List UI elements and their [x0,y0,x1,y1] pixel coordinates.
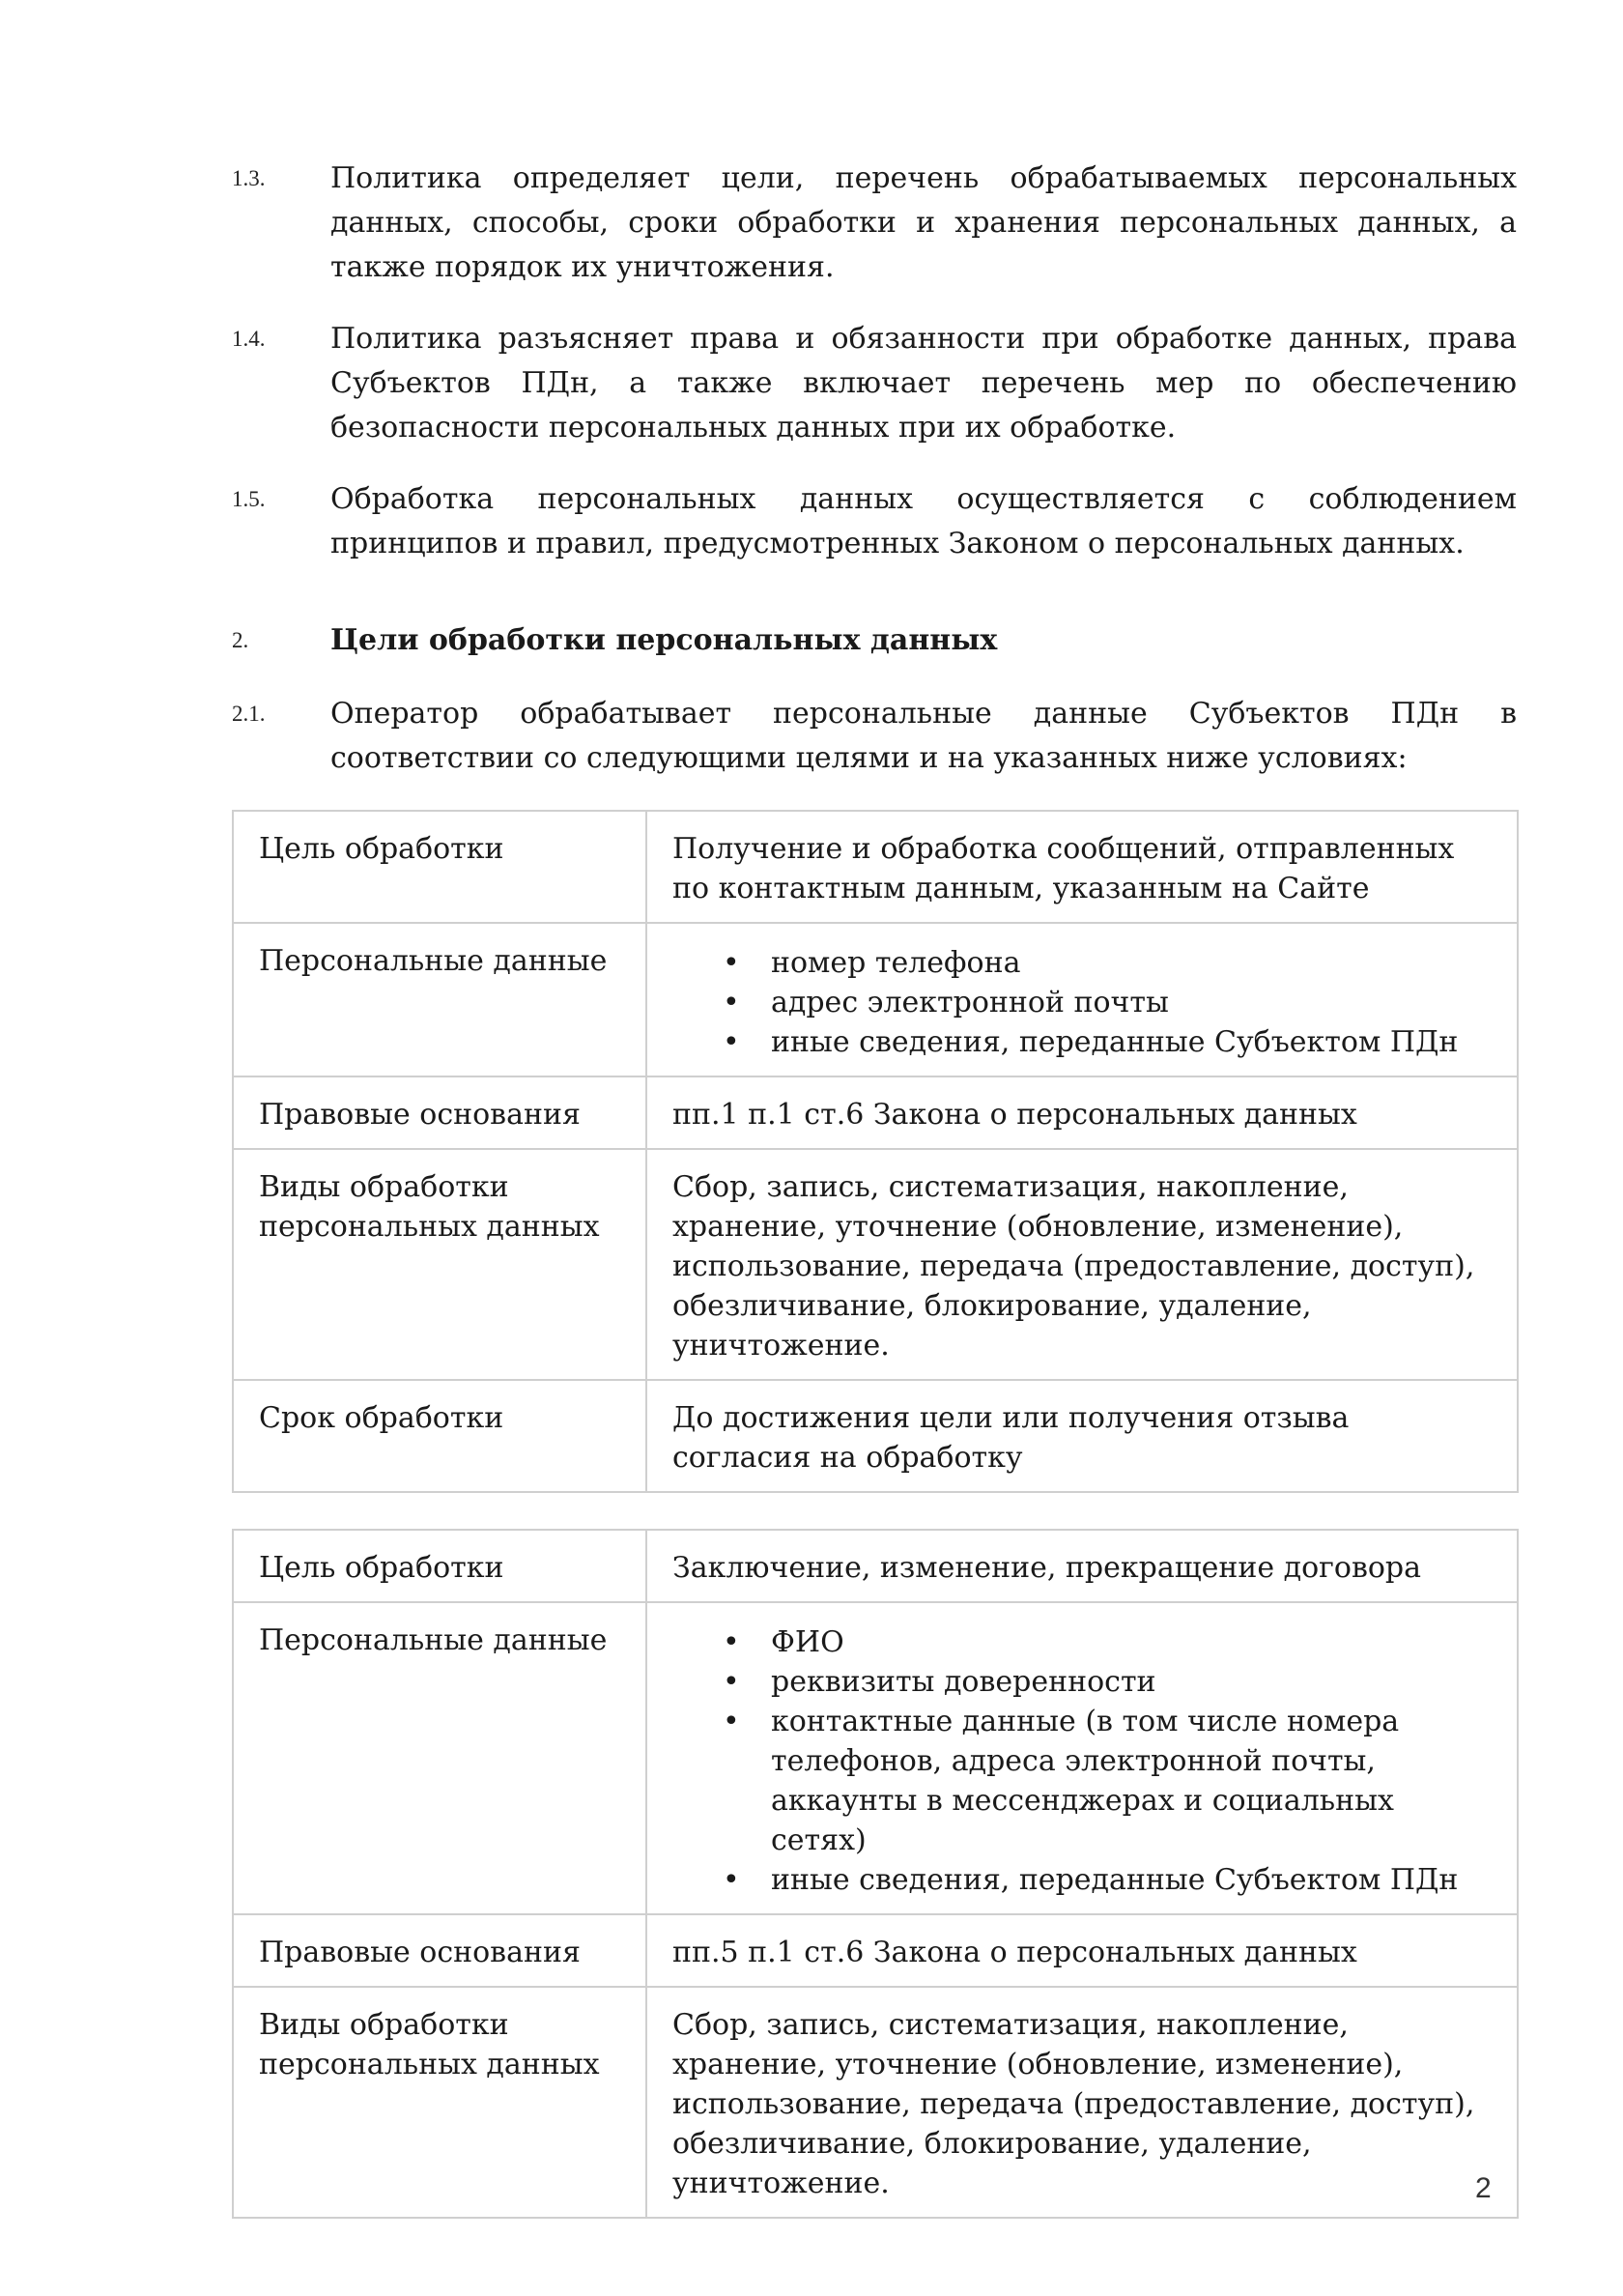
table-label-cell: Виды обработки персональных данных [233,1149,646,1380]
bullet-icon: • [723,1625,740,1659]
table-value-cell: Получение и обработка сообщений, отправленных по контактным данным, указанным на Сайте [646,811,1518,923]
list-item: • реквизиты доверенности [672,1662,1494,1702]
table-row [233,811,1518,923]
table-value-cell [646,923,1518,1076]
table-row [233,1149,1518,1380]
table-value-cell: Заключение, изменение, прекращение договора [646,1530,1518,1602]
bullet-icon: • [723,1025,740,1059]
table-value-cell [646,1602,1518,1914]
list-item: • адрес электронной почты [672,983,1494,1022]
personal-data-list [672,1622,1494,1900]
paragraph-text: Обработка персональных данных осуществляется с соблюдением принципов и правил, предусмотренных Законом о персональных данных. [330,482,1517,560]
table-value-cell: До достижения цели или получения отзыва согласия на обработку [646,1380,1518,1492]
table-label-cell: Персональные данные [233,923,646,1076]
table-label-cell: Цель обработки [233,811,646,923]
list-item: • иные сведения, переданные Субъектом ПДн [672,1860,1494,1900]
bullet-icon: • [723,1665,740,1699]
table-row [233,1530,1518,1602]
page-number: 2 [1475,2172,1492,2204]
table-label-cell: Персональные данные [233,1602,646,1914]
table-row [233,1380,1518,1492]
table-row [233,1076,1518,1149]
table-label-cell: Виды обработки персональных данных [233,1987,646,2218]
section-title: Цели обработки персональных данных [330,623,998,657]
table-value-cell: Сбор, запись, систематизация, накопление, хранение, уточнение (обновление, изменение), использование, передача (предоставление, доступ), обезличивание, блокирование, удаление, уничтожение. [646,1149,1518,1380]
list-item: • контактные данные (в том числе номера телефонов, адреса электронной почты, аккаунты в мессенджерах и социальных сетях) [672,1702,1494,1860]
bullet-icon: • [723,986,740,1019]
paragraph-number: 1.3. [232,166,266,190]
table-label-cell: Срок обработки [233,1380,646,1492]
paragraph-number: 1.5. [232,487,266,511]
paragraph-text: Политика разъясняет права и обязанности при обработке данных, права Субъектов ПДн, а также включает перечень мер по обеспечению безопасности персональных данных при их обработке. [330,322,1517,445]
paragraph-text: Политика определяет цели, перечень обрабатываемых персональных данных, способы, сроки обработки и хранения персональных данных, а также порядок их уничтожения. [330,161,1517,284]
table-row [233,1987,1518,2218]
list-item: • номер телефона [672,943,1494,983]
section-number: 2. [232,628,249,652]
table-row [233,923,1518,1076]
table-label-cell: Правовые основания [233,1076,646,1149]
processing-purpose-table-2 [232,1529,1519,2219]
table-row [233,1914,1518,1987]
table-value-cell: пп.5 п.1 ст.6 Закона о персональных данных [646,1914,1518,1987]
bullet-icon: • [723,1863,740,1897]
list-item: • иные сведения, переданные Субъектом ПДн [672,1022,1494,1062]
paragraph-number: 1.4. [232,327,266,351]
bullet-icon: • [723,1705,740,1738]
personal-data-list [672,943,1494,1062]
table-value-cell: Сбор, запись, систематизация, накопление, хранение, уточнение (обновление, изменение), использование, передача (предоставление, доступ), обезличивание, блокирование, удаление, уничтожение. [646,1987,1518,2218]
paragraph-text: Оператор обрабатывает персональные данные Субъектов ПДн в соответствии со следующими целями и на указанных ниже условиях: [330,697,1517,775]
table-label-cell: Правовые основания [233,1914,646,1987]
table-value-cell: пп.1 п.1 ст.6 Закона о персональных данных [646,1076,1518,1149]
table-row [233,1602,1518,1914]
list-item: • ФИО [672,1622,1494,1662]
processing-purpose-table-1 [232,810,1519,1493]
paragraph-number: 2.1. [232,702,266,726]
bullet-icon: • [723,946,740,980]
table-label-cell: Цель обработки [233,1530,646,1602]
